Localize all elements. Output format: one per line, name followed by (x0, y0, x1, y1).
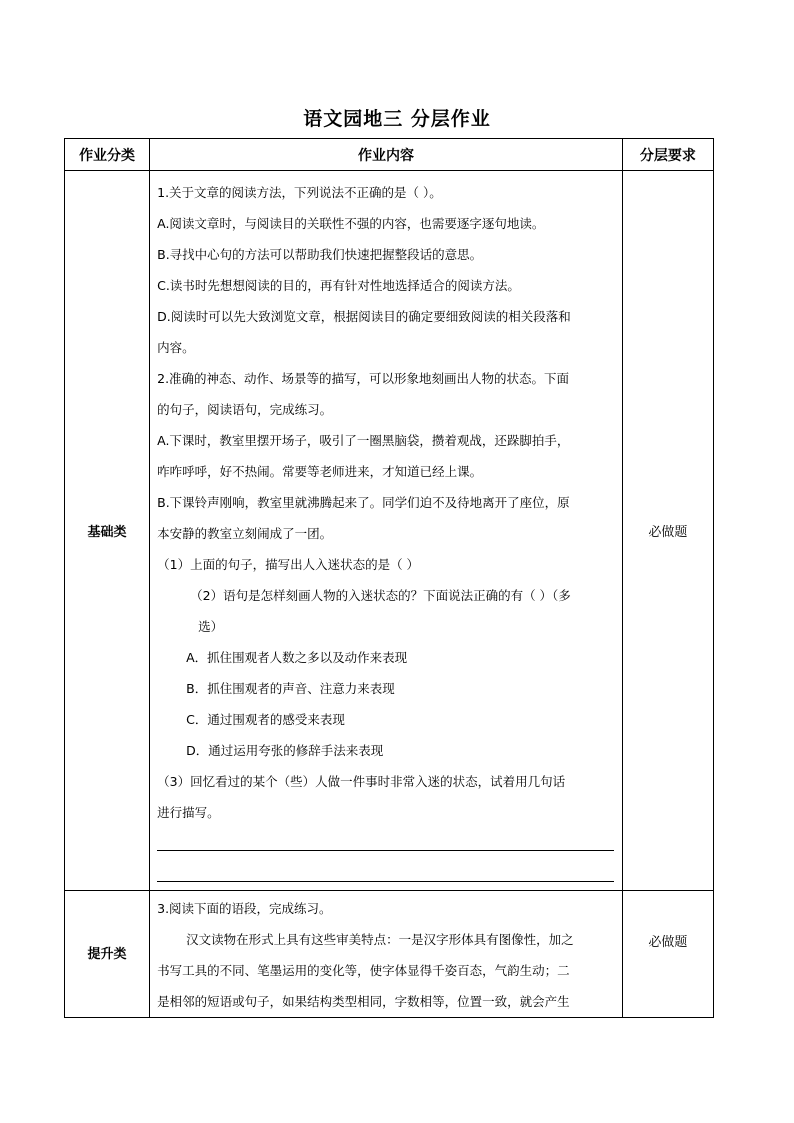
passage-line: 书写工具的不同、笔墨运用的变化等，使字体显得千姿百态，气韵生动；二 (157, 963, 570, 978)
table-header-row (65, 139, 714, 171)
subquestion-line: （1）上面的句子，描写出人入迷状态的是（ ） (157, 557, 420, 572)
passage-line: A.下课时，教室里摆开场子，吸引了一圈黑脑袋，攒着观战，还跺脚拍手， (157, 433, 570, 448)
option-line: B.寻找中心句的方法可以帮助我们快速把握整段话的意思。 (157, 247, 483, 262)
option-line: C.读书时先想想阅读的目的，再有针对性地选择适合的阅读方法。 (157, 278, 520, 293)
choice-line: B．抓住围观者的声音、注意力来表现 (186, 681, 395, 696)
passage-line: 是相邻的短语或句子，如果结构类型相同，字数相等，位置一致，就会产生 (157, 994, 570, 1009)
subquestion-line: 选） (198, 619, 224, 634)
option-line: D.阅读时可以先大致浏览文章，根据阅读目的确定要细致阅读的相关段落和 (157, 309, 571, 324)
table-row-advanced (65, 891, 714, 1018)
passage-line: B.下课铃声刚响，教室里就沸腾起来了。同学们迫不及待地离开了座位，原 (157, 495, 570, 510)
homework-table (64, 138, 714, 1018)
header-content: 作业内容 (150, 139, 623, 171)
subquestion-line: （3）回忆看过的某个（些）人做一件事时非常入迷的状态，试着用几句话 (157, 774, 566, 789)
choice-line: A．抓住围观者人数之多以及动作来表现 (186, 650, 408, 665)
question-line: 的句子，阅读语句，完成练习。 (157, 402, 333, 417)
content-cell (150, 171, 623, 891)
passage-line: 本安静的教室立刻闹成了一团。 (157, 526, 333, 541)
header-requirement: 分层要求 (622, 139, 713, 171)
option-line: A.阅读文章时，与阅读目的关联性不强的内容，也需要逐字逐句地读。 (157, 216, 545, 231)
answer-line[interactable] (157, 851, 614, 882)
header-category: 作业分类 (65, 139, 150, 171)
subquestion-line: （2）语句是怎样刻画人物的入迷状态的？下面说法正确的有（ ）（多 (190, 588, 571, 603)
question-line: 3.阅读下面的语段，完成练习。 (157, 901, 332, 916)
subquestion-line: 进行描写。 (157, 805, 220, 820)
content-cell (150, 891, 623, 1018)
choice-line: C．通过围观者的感受来表现 (186, 712, 345, 727)
answer-line[interactable] (157, 828, 614, 851)
question-line: 2.准确的神态、动作、场景等的描写，可以形象地刻画出人物的状态。下面 (157, 371, 570, 386)
requirement-cell: 必做题 (622, 891, 713, 1018)
option-line: 内容。 (157, 340, 195, 355)
question-line: 1.关于文章的阅读方法，下列说法不正确的是（ ）。 (157, 185, 442, 200)
category-cell: 提升类 (65, 891, 150, 1018)
passage-line: 咋咋呼呼，好不热闹。常要等老师进来，才知道已经上课。 (157, 464, 483, 479)
choice-line: D．通过运用夸张的修辞手法来表现 (186, 743, 384, 758)
category-cell: 基础类 (65, 171, 150, 891)
page-title: 语文园地三 分层作业 (303, 108, 491, 130)
passage-line: 汉文读物在形式上具有这些审美特点：一是汉字形体具有图像性，加之 (186, 932, 574, 947)
table-row-basic (65, 171, 714, 891)
requirement-cell: 必做题 (622, 171, 713, 891)
